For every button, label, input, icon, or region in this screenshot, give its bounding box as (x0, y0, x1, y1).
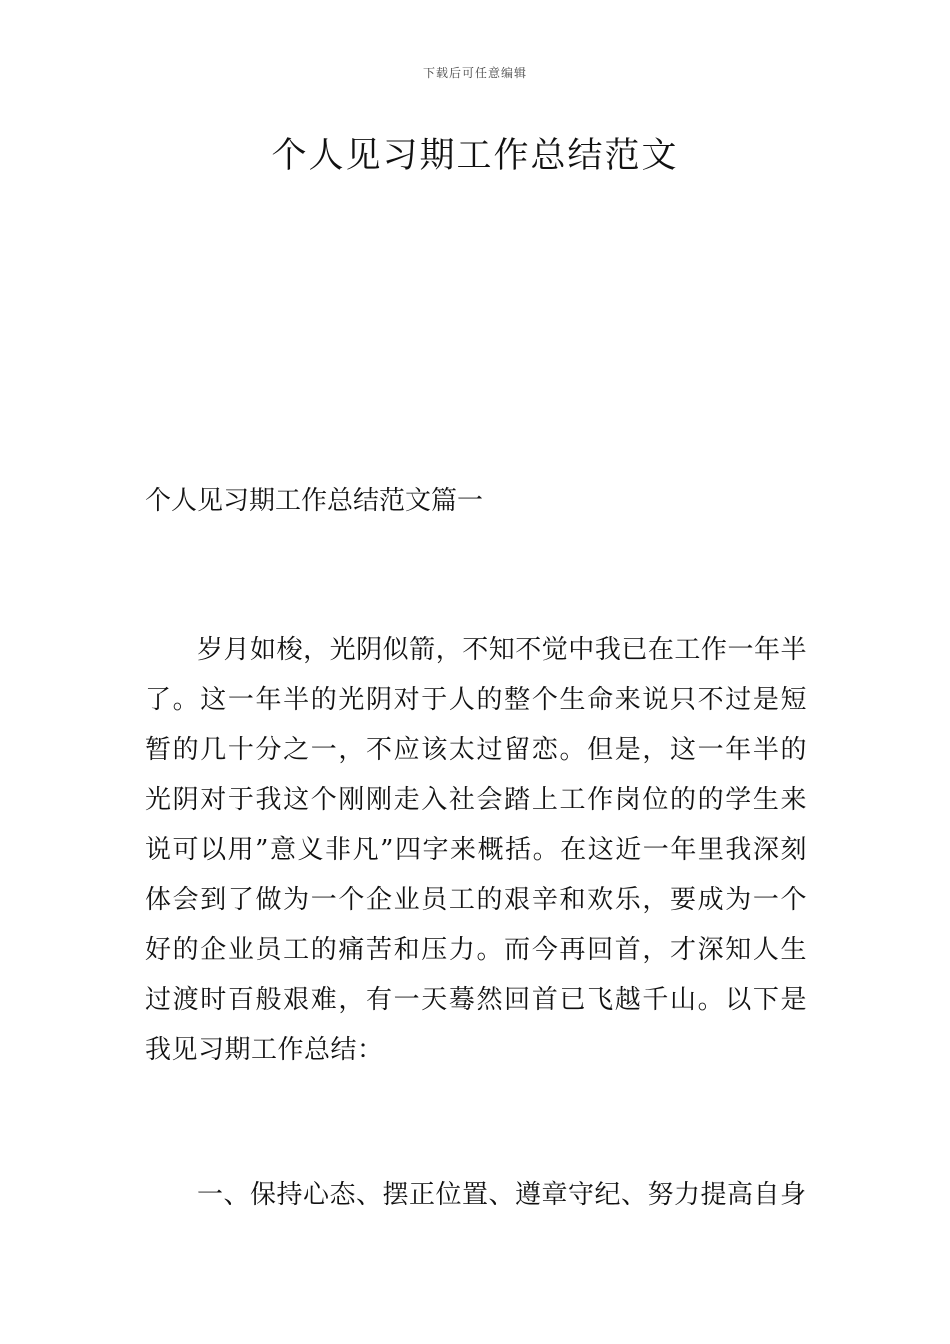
document-title: 个人见习期工作总结范文 (271, 136, 679, 176)
body-paragraph: 岁月如梭，光阴似箭，不知不觉中我已在工作一年半了。这一年半的光阴对于人的整个生命来说只不过是短暂的几十分之一，不应该太过留恋。但是，这一年半的光阴对于我这个刚刚走入社会踏上工作岗位的的学生来说可以用”意义非凡”四字来概括。在这近一年里我深刻体会到了做为一个企业员工的艰辛和欢乐，要成为一个好的企业员工的痛苦和压力。而今再回首，才深知人生过渡时百般艰难，有一天蓦然回首已飞越千山。以下是我见习期工作总结： (145, 635, 807, 1065)
section-heading: 个人见习期工作总结范文篇一 (145, 486, 484, 516)
header-note: 下载后可任意编辑 (422, 66, 527, 80)
point-heading: 一、保持心态、摆正位置、遵章守纪、努力提高自身 (197, 1180, 807, 1210)
